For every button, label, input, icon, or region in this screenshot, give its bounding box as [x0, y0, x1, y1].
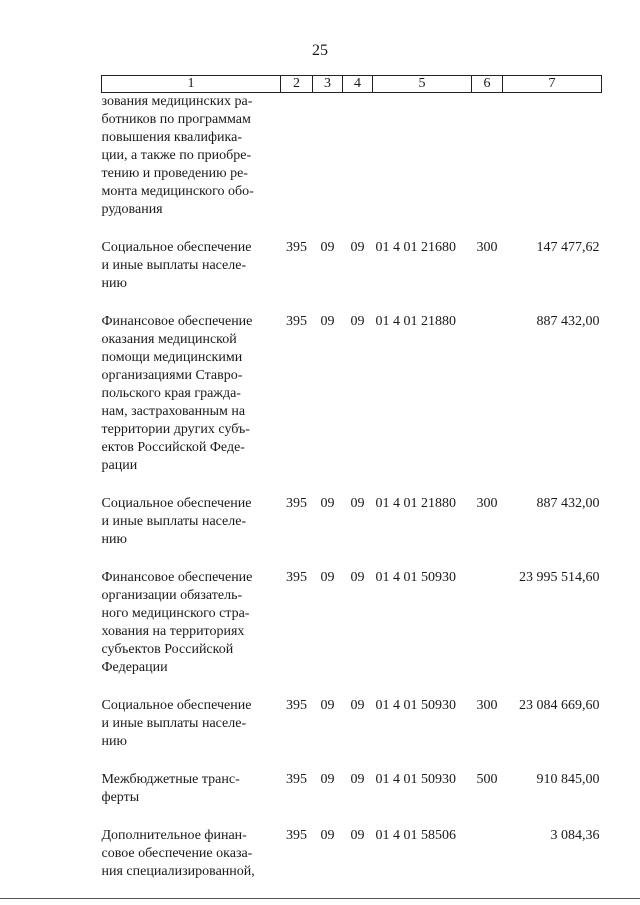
row-name-cell	[102, 807, 281, 881]
subsection-code-cell: 09	[350, 240, 365, 255]
row-name-line: субъектов Российской	[101, 642, 234, 657]
row-name-line: Финансовое обеспечение	[101, 314, 253, 329]
table-row	[102, 219, 602, 293]
row-name-line: тению и проведению ре-	[101, 166, 248, 181]
column-header-5: 5	[373, 76, 472, 93]
admin-code-cell: 395	[286, 828, 307, 843]
row-name-line: нию	[101, 532, 127, 547]
section-code-cell: 09	[320, 240, 335, 255]
column-header-7: 7	[503, 76, 602, 93]
amount-cell: 910 845,00	[536, 772, 600, 787]
row-name-line: рудования	[101, 202, 163, 217]
row-name-line: повышения квалифика-	[101, 130, 242, 145]
subsection-code-cell: 09	[350, 314, 365, 329]
column-header-4: 4	[343, 76, 373, 93]
expense-type-cell	[472, 807, 503, 881]
admin-code-cell: 395	[286, 314, 307, 329]
row-name-line: Социальное обеспечение	[101, 240, 252, 255]
admin-code-cell: 395	[286, 240, 307, 255]
row-name-line: ции, а также по приобре-	[101, 148, 252, 163]
target-article-cell: 01 4 01 50930	[375, 772, 456, 787]
section-code-cell: 09	[320, 828, 335, 843]
row-name-line: и иные выплаты населе-	[101, 258, 247, 273]
admin-code-cell	[281, 93, 313, 220]
section-code-cell: 09	[320, 496, 335, 511]
row-name-line: ботников по программам	[101, 112, 251, 127]
row-name-line: нам, застрахованным на	[101, 404, 246, 419]
expense-type-cell: 300	[476, 496, 498, 511]
expense-type-cell: 300	[476, 240, 498, 255]
subsection-code-cell: 09	[350, 570, 365, 585]
table-row	[102, 93, 602, 220]
budget-table	[101, 75, 602, 881]
table-row	[102, 293, 602, 475]
table-row	[102, 751, 602, 807]
target-article-cell: 01 4 01 21880	[375, 496, 456, 511]
row-name-line: хования на территориях	[101, 624, 245, 639]
amount-cell: 3 084,36	[550, 828, 600, 843]
row-name-line: организации обязатель-	[101, 588, 243, 603]
target-article-cell: 01 4 01 58506	[375, 828, 456, 843]
target-article-cell	[373, 93, 472, 220]
target-article-cell: 01 4 01 21680	[375, 240, 456, 255]
subsection-code-cell: 09	[350, 698, 365, 713]
row-name-line: ферты	[101, 790, 140, 805]
row-name-line: Социальное обеспечение	[101, 496, 252, 511]
column-header-1: 1	[102, 76, 281, 93]
row-name-line: организациями Ставро-	[101, 368, 243, 383]
row-name-line: Межбюджетные транс-	[101, 772, 240, 787]
section-code-cell: 09	[320, 314, 335, 329]
table-row	[102, 807, 602, 881]
row-name-line: и иные выплаты населе-	[101, 514, 247, 529]
column-header-6: 6	[472, 76, 503, 93]
row-name-cell	[102, 475, 281, 549]
amount-cell: 887 432,00	[536, 496, 600, 511]
expense-type-cell	[472, 549, 503, 677]
row-name-cell	[102, 751, 281, 807]
page-number: 25	[312, 42, 328, 59]
expense-type-cell: 500	[476, 772, 498, 787]
subsection-code-cell: 09	[350, 772, 365, 787]
page-bottom-rule	[0, 898, 640, 899]
target-article-cell: 01 4 01 50930	[375, 698, 456, 713]
column-header-2: 2	[281, 76, 313, 93]
row-name-line: нию	[101, 276, 127, 291]
section-code-cell: 09	[320, 772, 335, 787]
row-name-cell	[102, 677, 281, 751]
subsection-code-cell	[343, 93, 373, 220]
table-row	[102, 549, 602, 677]
row-name-line: рации	[101, 458, 138, 473]
column-header-3: 3	[313, 76, 343, 93]
expense-type-cell	[472, 93, 503, 220]
expense-type-cell	[472, 293, 503, 475]
row-name-line: территории других субъ-	[101, 422, 250, 437]
row-name-line: нию	[101, 734, 127, 749]
amount-cell: 147 477,62	[536, 240, 600, 255]
amount-cell	[503, 93, 602, 220]
row-name-line: монта медицинского обо-	[101, 184, 254, 199]
row-name-cell	[102, 219, 281, 293]
row-name-line: польского края гражда-	[101, 386, 241, 401]
section-code-cell: 09	[320, 698, 335, 713]
admin-code-cell: 395	[286, 570, 307, 585]
row-name-line: Федерации	[101, 660, 168, 675]
target-article-cell: 01 4 01 21880	[375, 314, 456, 329]
admin-code-cell: 395	[286, 496, 307, 511]
table-body	[102, 93, 602, 882]
row-name-cell	[102, 93, 281, 220]
expense-type-cell: 300	[476, 698, 498, 713]
admin-code-cell: 395	[286, 698, 307, 713]
row-name-line: ного медицинского стра-	[101, 606, 250, 621]
subsection-code-cell: 09	[350, 828, 365, 843]
row-name-line: Финансовое обеспечение	[101, 570, 253, 585]
row-name-line: ния специализированной,	[101, 864, 255, 879]
row-name-line: помощи медицинскими	[101, 350, 243, 365]
row-name-line: зования медицинских ра-	[101, 94, 253, 109]
section-code-cell: 09	[320, 570, 335, 585]
row-name-line: совое обеспечение оказа-	[101, 846, 253, 861]
amount-cell: 887 432,00	[536, 314, 600, 329]
section-code-cell	[313, 93, 343, 220]
table-row	[102, 475, 602, 549]
table-header-row	[102, 76, 602, 93]
admin-code-cell: 395	[286, 772, 307, 787]
row-name-line: ектов Российской Феде-	[101, 440, 245, 455]
row-name-line: и иные выплаты населе-	[101, 716, 247, 731]
table-row	[102, 677, 602, 751]
amount-cell: 23 995 514,60	[519, 570, 600, 585]
row-name-line: оказания медицинской	[101, 332, 237, 347]
row-name-cell	[102, 549, 281, 677]
row-name-cell	[102, 293, 281, 475]
row-name-line: Социальное обеспечение	[101, 698, 252, 713]
subsection-code-cell: 09	[350, 496, 365, 511]
row-name-line: Дополнительное финан-	[101, 828, 247, 843]
amount-cell: 23 084 669,60	[519, 698, 600, 713]
target-article-cell: 01 4 01 50930	[375, 570, 456, 585]
